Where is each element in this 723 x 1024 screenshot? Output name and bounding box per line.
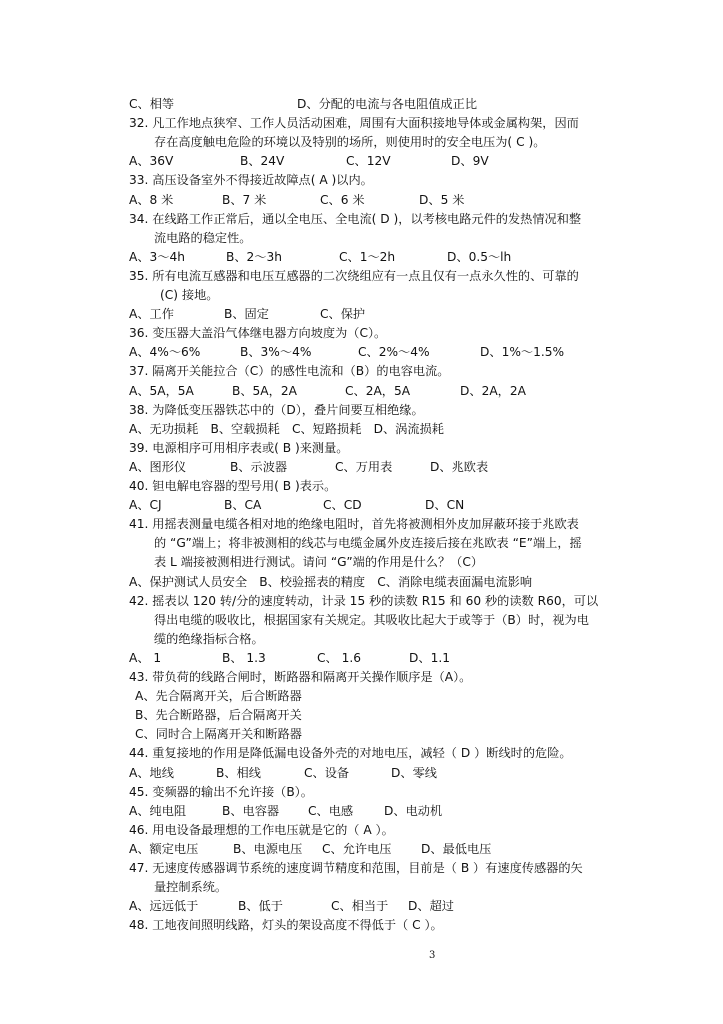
option-text: B、 1.3 <box>222 650 266 665</box>
text-line: 44. 重复接地的作用是降低漏电设备外壳的对地电压，减轻（ D ）断线时的危险。 <box>129 746 572 761</box>
option-text: A、4%～6% <box>129 345 201 360</box>
text-line: 34. 在线路工作正常后，通以全电压、全电流( D )，以考核电路元件的发热情况和整 <box>129 211 582 226</box>
option-text: D、分配的电流与各电阻值成正比 <box>297 97 478 111</box>
option-text: B、固定 <box>224 307 269 322</box>
text-line: 43. 带负荷的线路合闸时，断路器和隔离开关操作顺序是（A）。 <box>129 670 472 684</box>
option-text: D、兆欧表 <box>430 459 489 474</box>
option-text: B、相线 <box>216 765 261 780</box>
text-line: 33. 高压设备室外不得接近故障点( A )以内。 <box>129 173 373 188</box>
option-text: A、额定电压 <box>129 841 199 856</box>
option-text: C、 1.6 <box>317 650 361 665</box>
option-text: A、CJ <box>129 498 162 513</box>
option-text: A、36V <box>129 154 174 169</box>
text-line: 36. 变压器大盖沿气体继电器方向坡度为（C）。 <box>129 326 387 341</box>
text-line: 40. 钽电解电容器的型号用( B )表示。 <box>129 479 337 493</box>
text-line: 缆的绝缘指标合格。 <box>154 631 264 646</box>
text-line: B、先合断路器，后合隔离开关 <box>135 708 302 723</box>
text-line: 46. 用电设备最理想的工作电压就是它的（ A ）。 <box>129 822 394 837</box>
text-line: 48. 工地夜间照明线路，灯头的架设高度不得低于（ C ）。 <box>129 918 443 933</box>
text-line: 得出电缆的吸收比，根据国家有关规定。其吸收比起大于或等于（B）时，视为电 <box>154 612 589 627</box>
option-text: A、远远低于 <box>129 899 199 914</box>
text-line: 38. 为降低变压器铁芯中的（D），叠片间要互相绝缘。 <box>129 402 424 417</box>
option-text: A、工作 <box>129 307 174 322</box>
text-line: 表 L 端接被测相进行测试。请问 “G”端的作用是什么？（C） <box>154 555 484 570</box>
text-line: 的 “G”端上；将非被测相的线芯与电缆金属外皮连接后接在兆欧表 “E”端上，摇 <box>154 536 582 551</box>
text-line: A、先合隔离开关，后合断路器 <box>135 689 302 704</box>
text-line: 41. 用摇表测量电缆各相对地的绝缘电阻时，首先将被测相外皮加屏蔽环接于兆欧表 <box>129 517 579 532</box>
option-text: B、示波器 <box>230 459 288 474</box>
option-text: B、5A，2A <box>232 383 297 398</box>
option-text: D、5 米 <box>419 192 465 207</box>
option-text: B、低于 <box>238 899 283 914</box>
option-text: B、CA <box>224 498 262 513</box>
page-number: 3 <box>429 950 436 961</box>
option-text: C、保护 <box>320 307 366 322</box>
option-text: D、2A，2A <box>460 383 526 398</box>
option-text: C、6 米 <box>320 192 365 207</box>
option-text: A、纯电阻 <box>129 803 187 818</box>
text-line: 32. 凡工作地点狭窄、工作人员活动困难，周围有大面积接地导体或金属构架，因而 <box>129 116 579 131</box>
option-text: C、设备 <box>304 765 350 780</box>
option-text: B、电容器 <box>222 803 280 818</box>
option-text: D、1.1 <box>409 650 450 665</box>
option-text: B、7 米 <box>222 192 267 207</box>
option-text: A、3～4h <box>129 249 185 264</box>
option-text: B、电源电压 <box>233 841 303 856</box>
option-text: D、9V <box>451 154 489 169</box>
option-text: C、2A，5A <box>345 383 411 398</box>
text-line: 量控制系统。 <box>154 880 228 895</box>
option-text: B、3%～4% <box>240 345 312 360</box>
option-text: D、超过 <box>408 899 454 914</box>
option-text: C、CD <box>323 498 362 513</box>
option-text: C、1～2h <box>339 249 396 264</box>
option-text: C、万用表 <box>335 459 393 474</box>
option-text: B、2～3h <box>226 249 282 264</box>
option-text: C、2%～4% <box>358 345 430 360</box>
option-text: D、CN <box>425 498 465 513</box>
option-text: A、 1 <box>129 650 162 665</box>
text-line: A、无功损耗 B、空载损耗 C、短路损耗 D、涡流损耗 <box>129 421 444 436</box>
option-text: B、24V <box>240 154 285 169</box>
option-text: D、1%～1.5% <box>480 345 565 360</box>
option-text: A、图形仪 <box>129 459 187 474</box>
text-line: 35. 所有电流互感器和电压互感器的二次绕组应有一点且仅有一点永久性的、可靠的 <box>129 268 579 283</box>
option-text: C、相等 <box>129 97 175 111</box>
option-text: C、电感 <box>308 803 354 818</box>
text-line: 42. 摇表以 120 转/分的速度转动，计录 15 秒的读数 R15 和 60 秒的读数 R60，可以 <box>129 593 599 608</box>
option-text: C、相当于 <box>331 899 389 914</box>
text-line: C、同时合上隔离开关和断路器 <box>135 727 302 742</box>
text-line: 39. 电源相序可用相序表或( B )来测量。 <box>129 440 349 455</box>
option-text: D、零线 <box>391 765 437 780</box>
text-line: 37. 隔离开关能拉合（C）的感性电流和（B）的电容电流。 <box>129 364 450 379</box>
option-text: D、0.5～lh <box>447 249 512 264</box>
text-line: 流电路的稳定性。 <box>154 230 252 245</box>
text-line: 存在高度触电危险的环境以及特别的场所，则使用时的安全电压为( C )。 <box>154 135 546 150</box>
text-line: 45. 变频器的输出不允许接（B）。 <box>129 784 313 799</box>
option-text: A、地线 <box>129 765 174 780</box>
text-line: 47. 无速度传感器调节系统的速度调节精度和范围，目前是（ B ）有速度传感器的矢 <box>129 861 583 875</box>
option-text: C、12V <box>346 154 391 169</box>
option-text: D、最低电压 <box>421 841 492 856</box>
text-line: A、保护测试人员安全 B、校验摇表的精度 C、消除电缆表面漏电流影响 <box>129 574 533 589</box>
option-text: D、电动机 <box>384 803 443 818</box>
text-line: (C) 接地。 <box>160 288 219 302</box>
option-text: C、允许电压 <box>322 841 392 856</box>
option-text: A、5A，5A <box>129 383 194 398</box>
option-text: A、8 米 <box>129 192 174 207</box>
